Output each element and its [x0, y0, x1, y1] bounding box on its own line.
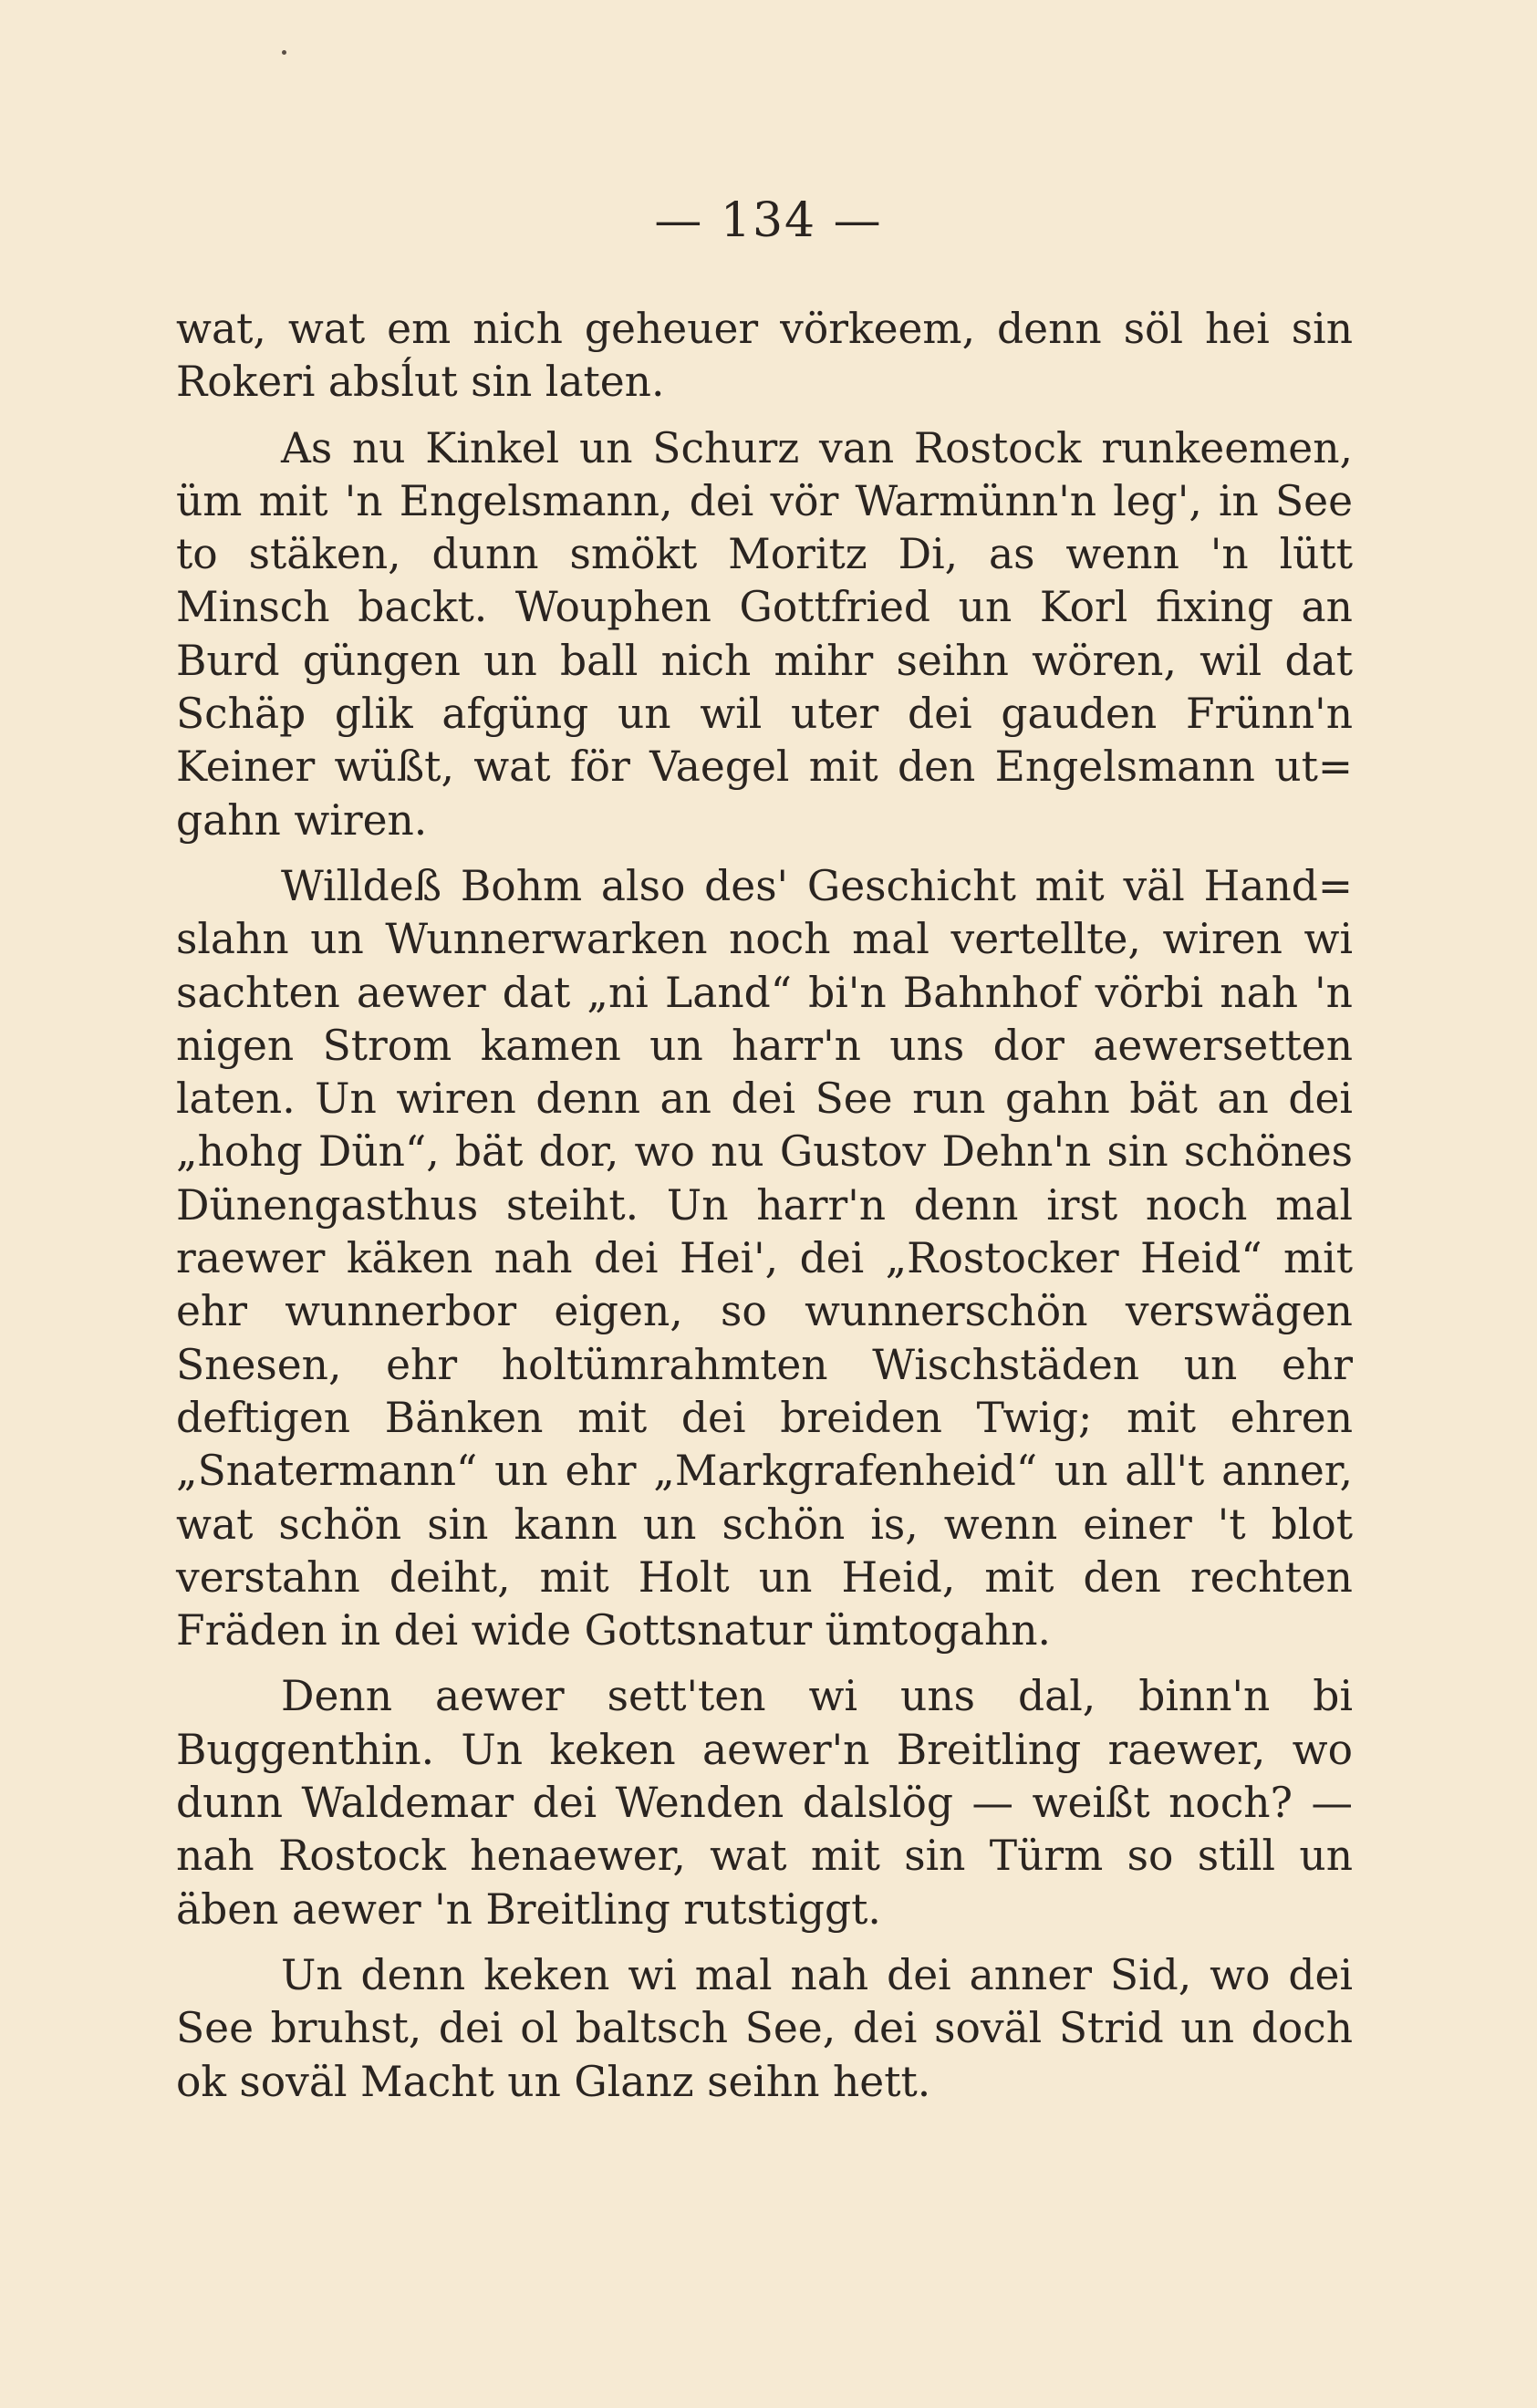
- paragraph-2: As nu Kinkel un Schurz van Rostock runkeemen, üm mit 'n Engelsmann, dei vör Warmünn'n leg', in See to stäken, dunn smökt Moritz Di, as wenn 'n lütt Minsch backt. Wouphen Gottfried un Korl fixing an Burd güngen un ball nich mihr seihn wören, wil dat Schäp glik afgüng un wil uter dei gauden Frünn'n Keiner wüßt, wat för Vaegel mit den Engelsmann ut= gahn wiren.: [176, 423, 1353, 845]
- ink-speck: [282, 50, 286, 55]
- page-number: — 134 —: [654, 193, 883, 248]
- paragraph-4: Denn aewer sett'ten wi uns dal, binn'n bi Buggenthin. Un keken aewer'n Breitling raewer, wo dunn Waldemar dei Wenden dalslög — weißt noch? — nah Rostock henaewer, wat mit sin Türm so still un äben aewer 'n Breitling rutstiggt.: [176, 1672, 1353, 1934]
- body-text: [176, 303, 1353, 2122]
- paragraph-3: Willdeß Bohm also des' Geschicht mit väl Hand= slahn un Wunnerwarken noch mal vertellte, wiren wi sachten aewer dat „ni Land“ bi'n Bahnhof vörbi nah 'n nigen Strom kamen un harr'n uns dor aewersetten laten. Un wiren denn an dei See run gahn bät an dei „hohg Dün“, bät dor, wo nu Gustov Dehn'n sin schönes Dünengasthus steiht. Un harr'n denn irst noch mal raewer käken nah dei Hei', dei „Rostocker Heid“ mit ehr wunnerbor eigen, so wunnerschön verswägen Snesen, ehr holtümrahmten Wischstäden un ehr deftigen Bänken mit dei breiden Twig; mit ehren „Snatermann“ un ehr „Markgrafenheid“ un all't anner, wat schön sin kann un schön is, wenn einer 't blot verstahn deiht, mit Holt un Heid, mit den rechten Fräden in dei wide Gottsnatur ümtogahn.: [176, 861, 1353, 1656]
- paragraph-1: wat, wat em nich geheuer vörkeem, denn söl hei sin Rokeri absĺut sin laten.: [176, 305, 1353, 407]
- paragraph-5: Un denn keken wi mal nah dei anner Sid, wo dei See bruhst, dei ol baltsch See, dei soväl Strid un doch ok soväl Macht un Glanz seihn hett.: [176, 1950, 1353, 2106]
